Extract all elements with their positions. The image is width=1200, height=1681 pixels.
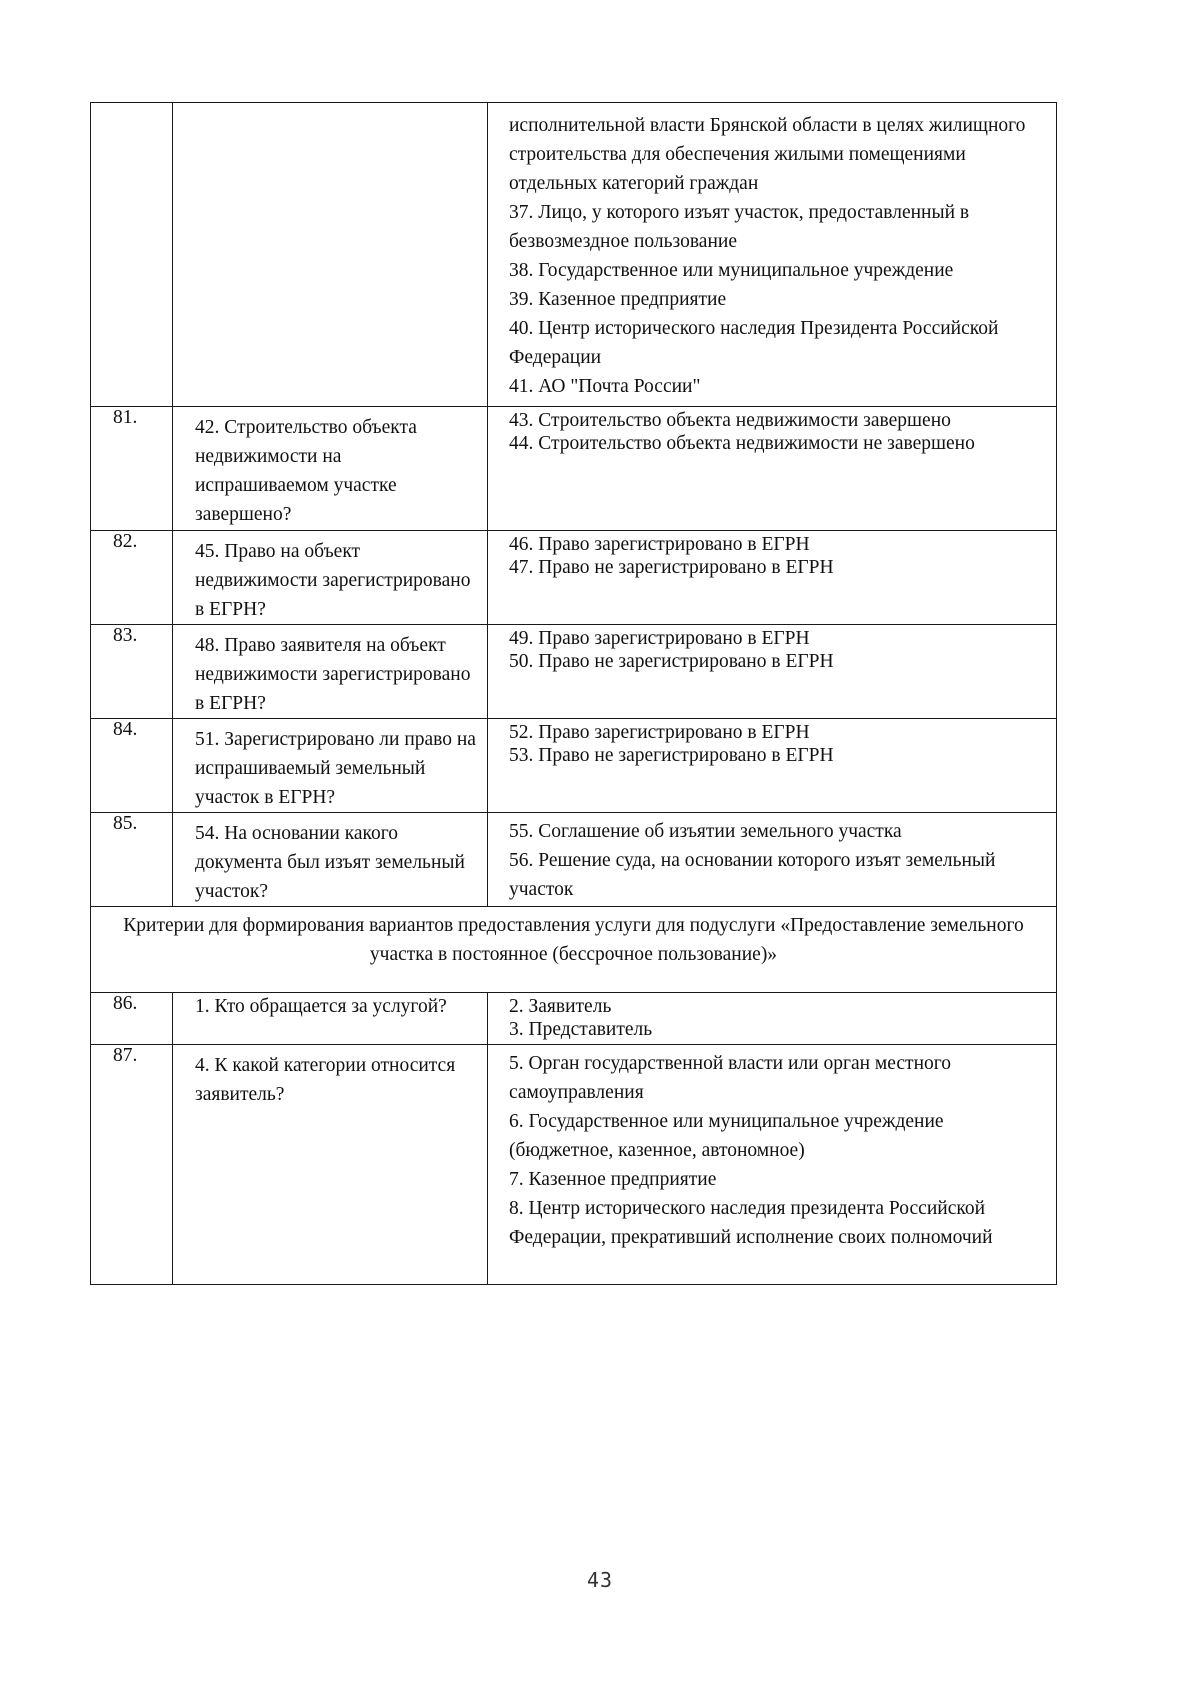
answer-item: 55. Соглашение об изъятии земельного участка	[509, 821, 902, 842]
row-number: 85.	[113, 813, 138, 834]
row-number-cell	[91, 625, 173, 719]
answer-item: 39. Казенное предприятие	[509, 289, 727, 310]
answers-cell	[488, 993, 1057, 1045]
answers-cell	[488, 719, 1057, 813]
row-number: 82.	[113, 531, 138, 552]
table-row	[91, 1045, 1057, 1285]
question-cell	[173, 1045, 488, 1285]
question-cell	[173, 531, 488, 625]
answers-cell	[488, 531, 1057, 625]
row-number: 87.	[113, 1045, 138, 1066]
answer-item: 44. Строительство объекта недвижимости не завершено	[509, 433, 975, 454]
answer-item: 56. Решение суда, на основании которого изъят земельный участок	[509, 850, 996, 900]
answer-item: 41. АО "Почта России"	[509, 376, 701, 397]
table-row	[91, 531, 1057, 625]
answer-item: 3. Представитель	[509, 1019, 653, 1040]
question-text: 48. Право заявителя на объект недвижимости зарегистрировано в ЕГРН?	[195, 635, 471, 714]
page-number: 43	[586, 1568, 614, 1592]
answer-item: 52. Право зарегистрировано в ЕГРН	[509, 722, 810, 743]
table-row	[91, 719, 1057, 813]
answer-item: 8. Центр исторического наследия президента Российской Федерации, прекративший исполнение своих полномочий	[509, 1198, 993, 1248]
answer-item: 49. Право зарегистрировано в ЕГРН	[509, 628, 810, 649]
answer-item: 47. Право не зарегистрировано в ЕГРН	[509, 557, 834, 578]
question-cell	[173, 993, 488, 1045]
question-cell	[173, 719, 488, 813]
answer-item: 46. Право зарегистрировано в ЕГРН	[509, 534, 810, 555]
row-number-cell	[91, 719, 173, 813]
criteria-table	[90, 102, 1057, 1285]
question-cell	[173, 103, 488, 407]
question-cell	[173, 813, 488, 907]
question-text: 51. Зарегистрировано ли право на испрашиваемый земельный участок в ЕГРН?	[195, 729, 476, 808]
answers-cell	[488, 1045, 1057, 1285]
answer-item: исполнительной власти Брянской области в целях жилищного строительства для обеспечения жилыми помещениями отдельных категорий граждан	[509, 115, 1026, 194]
question-text: 4. К какой категории относится заявитель?	[195, 1055, 456, 1105]
row-number: 83.	[113, 625, 138, 646]
answers-cell	[488, 103, 1057, 407]
question-cell	[173, 625, 488, 719]
answer-item: 37. Лицо, у которого изъят участок, предоставленный в безвозмездное пользование	[509, 202, 970, 252]
table-row	[91, 993, 1057, 1045]
row-number-cell	[91, 103, 173, 407]
answers-cell	[488, 625, 1057, 719]
row-number-cell	[91, 1045, 173, 1285]
answer-item: 53. Право не зарегистрировано в ЕГРН	[509, 745, 834, 766]
answer-item: 38. Государственное или муниципальное учреждение	[509, 260, 954, 281]
answers-cell	[488, 407, 1057, 531]
row-number: 81.	[113, 407, 138, 428]
row-number-cell	[91, 407, 173, 531]
answers-cell	[488, 813, 1057, 907]
row-number: 84.	[113, 719, 138, 740]
answer-item: 43. Строительство объекта недвижимости завершено	[509, 410, 951, 431]
question-text: 45. Право на объект недвижимости зарегистрировано в ЕГРН?	[195, 541, 471, 620]
row-number: 86.	[113, 993, 138, 1014]
answer-item: 6. Государственное или муниципальное учреждение (бюджетное, казенное, автономное)	[509, 1111, 944, 1161]
answer-item: 7. Казенное предприятие	[509, 1169, 717, 1190]
answer-item: 2. Заявитель	[509, 996, 612, 1017]
section-heading-text: Критерии для формирования вариантов предоставления услуги для подуслуги «Предоставление земельного участка в постоянное (бессрочное пользование)»	[123, 915, 1024, 965]
table-row	[91, 103, 1057, 407]
question-text: 1. Кто обращается за услугой?	[195, 996, 447, 1017]
answer-item: 40. Центр исторического наследия Президента Российской Федерации	[509, 318, 999, 368]
question-text: 42. Строительство объекта недвижимости на испрашиваемом участке завершено?	[195, 417, 417, 525]
row-number-cell	[91, 993, 173, 1045]
row-number-cell	[91, 531, 173, 625]
answer-item: 5. Орган государственной власти или орган местного самоуправления	[509, 1053, 952, 1103]
row-number-cell	[91, 813, 173, 907]
question-text: 54. На основании какого документа был изъят земельный участок?	[195, 823, 465, 902]
table-row	[91, 625, 1057, 719]
question-cell	[173, 407, 488, 531]
section-heading	[91, 907, 1057, 993]
answer-item: 50. Право не зарегистрировано в ЕГРН	[509, 651, 834, 672]
table-row	[91, 813, 1057, 907]
table-row	[91, 407, 1057, 531]
section-row	[91, 907, 1057, 993]
